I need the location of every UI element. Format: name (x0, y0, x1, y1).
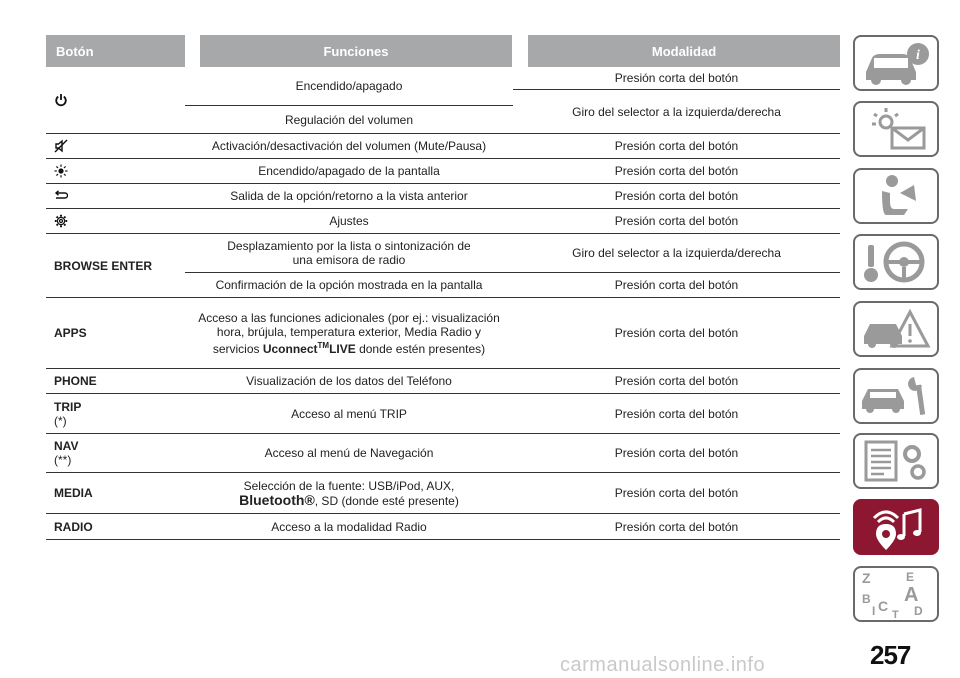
settings-cell (46, 209, 185, 233)
apps-function-text (197, 311, 501, 356)
nav-function: Acceso al menú de Navegación (264, 446, 434, 460)
media-mode: Presión corta del botón (614, 486, 739, 500)
uconnect-tm: TM (317, 340, 330, 350)
browse-split (185, 234, 840, 297)
screen-mode: Presión corta del botón (614, 164, 739, 178)
table-row-back (46, 184, 840, 209)
watermark: carmanualsonline.info (560, 654, 766, 676)
steering-key-icon (856, 237, 936, 287)
mute-icon (54, 139, 68, 153)
media-function-part-2: , SD (donde esté presente) (314, 493, 459, 508)
apps-function-part-2: donde estén presentes) (355, 341, 486, 356)
media-function (185, 473, 513, 513)
phone-mode: Presión corta del botón (614, 374, 739, 388)
trip-note: (*) (54, 413, 67, 428)
svg-text:i: i (916, 48, 920, 63)
tab-car-warning[interactable] (853, 301, 939, 357)
index-letter-a: A (904, 584, 919, 606)
trip-mode: Presión corta del botón (614, 406, 739, 421)
trip-function: Acceso al menú TRIP (291, 406, 407, 421)
power-modes (513, 67, 840, 133)
screen-function: Encendido/apagado de la pantalla (258, 164, 440, 178)
media-function-part-1: Selección de la fuente: USB/iPod, AUX, (243, 478, 455, 493)
apps-function-part-1: Acceso a las funciones adicionales (por ej.: visualización hora, brújula, temperatura exterior, Media Radio y servicios (198, 310, 500, 356)
uconnect-brand: Uconnect (262, 341, 318, 356)
car-warning-icon (856, 304, 936, 354)
radio-mode: Presión corta del botón (614, 519, 739, 534)
table-row-radio (46, 514, 840, 540)
browse-func-b: Confirmación de la opción mostrada en la pantalla (215, 278, 483, 292)
functions-table (46, 35, 840, 540)
table-row-nav (46, 434, 840, 473)
index-letter-b: B (862, 592, 871, 606)
table-row-mute (46, 134, 840, 159)
back-function: Salida de la opción/retorno a la vista anterior (230, 189, 468, 203)
table-header (46, 35, 840, 67)
apps-mode: Presión corta del botón (614, 326, 739, 340)
radio-function: Acceso a la modalidad Radio (271, 519, 427, 534)
index-letter-c: C (878, 598, 889, 614)
multimedia-icon (856, 502, 936, 552)
power-functions (185, 67, 513, 133)
table-row-apps (46, 298, 840, 369)
power-icon (54, 93, 68, 107)
nav-note: (**) (54, 453, 72, 467)
power-mode-b: Giro del selector a la izquierda/derecha (572, 104, 781, 119)
back-arrow-icon (54, 189, 68, 203)
nav-cell (46, 434, 185, 472)
index-letter-d: D (914, 604, 923, 618)
settings-function: Ajustes (329, 214, 369, 228)
mute-mode: Presión corta del botón (614, 139, 739, 153)
tab-steering-key[interactable] (853, 234, 939, 290)
back-cell (46, 184, 185, 208)
table-row-media (46, 473, 840, 514)
car-wrench-icon (856, 371, 936, 421)
media-cell: MEDIA (54, 486, 93, 500)
browse-sub-row-b (185, 273, 840, 297)
tab-seat-airbag[interactable] (853, 168, 939, 224)
browse-sub-row-a (185, 234, 840, 273)
tab-multimedia[interactable] (853, 499, 939, 555)
table-row-phone (46, 369, 840, 394)
nav-label: NAV (54, 439, 79, 453)
warning-lights-icon (856, 104, 936, 154)
maintenance-list-icon (856, 436, 936, 486)
power-mode-a: Presión corta del botón (513, 67, 840, 90)
radio-cell: RADIO (54, 519, 93, 534)
uconnect-live: LIVE (329, 341, 356, 356)
phone-cell: PHONE (54, 374, 97, 388)
tab-warning-lights[interactable] (853, 101, 939, 157)
alphabet-index-icon (856, 569, 936, 619)
tab-car-wrench[interactable] (853, 368, 939, 424)
table-row-trip (46, 394, 840, 434)
settings-mode: Presión corta del botón (614, 214, 739, 228)
tab-alphabet-index[interactable] (853, 566, 939, 622)
page-number: 257 (870, 640, 911, 670)
brightness-icon (54, 164, 68, 178)
mute-cell (46, 134, 185, 158)
media-function-text (239, 479, 459, 508)
phone-function: Visualización de los datos del Teléfono (246, 374, 452, 388)
table-row-browse (46, 234, 840, 298)
browse-mode-b: Presión corta del botón (614, 278, 739, 292)
nav-mode: Presión corta del botón (614, 446, 739, 460)
trip-cell (46, 394, 185, 433)
power-func-a: Encendido/apagado (185, 67, 513, 106)
seat-airbag-icon (856, 171, 936, 221)
index-letter-i: I (872, 604, 876, 618)
power-cell (46, 67, 185, 133)
back-mode: Presión corta del botón (614, 189, 739, 203)
gear-icon (54, 214, 68, 228)
bluetooth-label: Bluetooth® (239, 491, 315, 508)
mute-function: Activación/desactivación del volumen (Mute/Pausa) (211, 139, 487, 153)
tab-car-info[interactable] (853, 35, 939, 91)
power-func-b: Regulación del volumen (284, 112, 414, 127)
apps-function (185, 298, 513, 368)
car-info-icon (856, 38, 936, 88)
header-button: Botón (46, 35, 185, 67)
tab-maintenance-list[interactable] (853, 433, 939, 489)
browse-cell: BROWSE ENTER (54, 258, 153, 273)
apps-cell: APPS (54, 326, 87, 340)
browse-func-a: Desplazamiento por la lista o sintonización de una emisora de radio (227, 239, 471, 267)
header-functions: Funciones (200, 35, 512, 67)
index-letter-z: Z (862, 570, 871, 586)
index-letter-e: E (906, 570, 915, 584)
header-mode: Modalidad (528, 35, 840, 67)
index-letter-t: T (892, 609, 899, 619)
trip-label: TRIP (54, 399, 82, 414)
browse-mode-a: Giro del selector a la izquierda/derecha (572, 246, 781, 260)
table-row-screen (46, 159, 840, 184)
table-row-power (46, 67, 840, 134)
table-row-settings (46, 209, 840, 234)
screen-cell (46, 159, 185, 183)
